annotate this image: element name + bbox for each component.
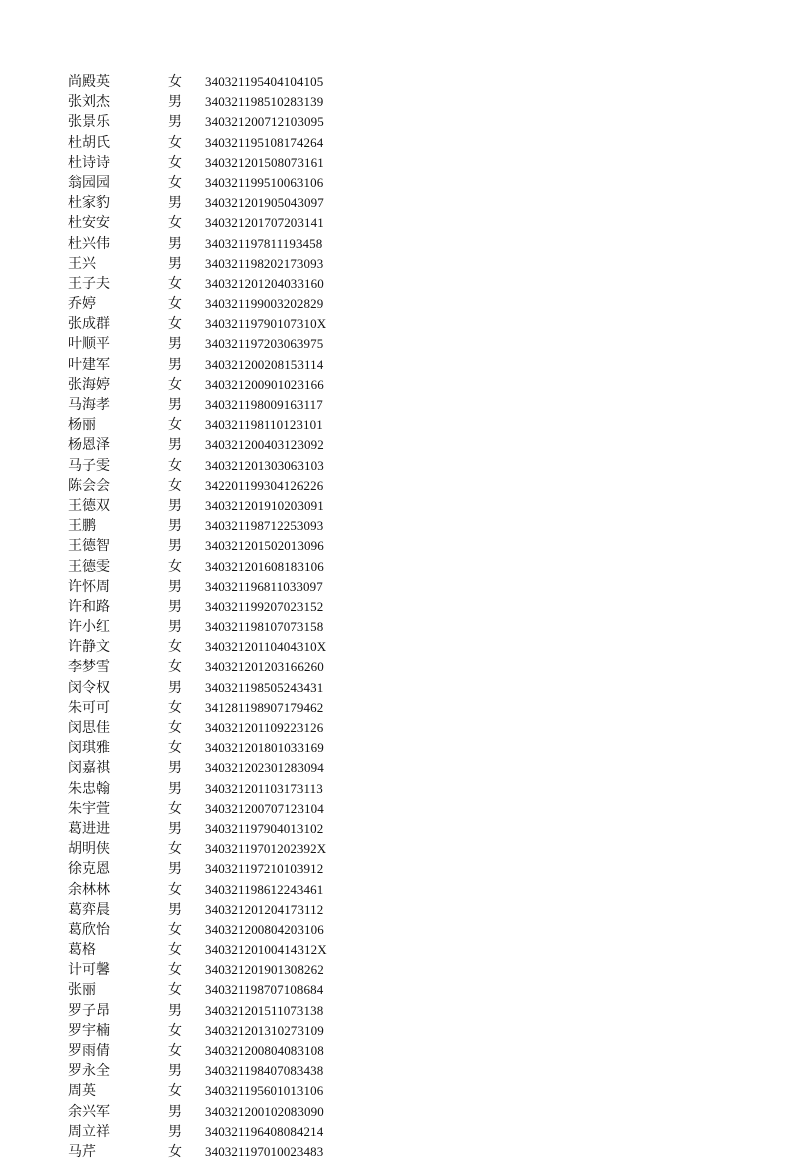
name-cell: 王德双 [68, 497, 110, 514]
name-cell: 朱忠翰 [68, 780, 110, 797]
id-number-cell: 340321198407083438 [205, 1063, 324, 1079]
sex-cell: 女 [168, 720, 182, 736]
id-number-cell: 340321202301283094 [205, 760, 324, 776]
sex-cell: 女 [168, 1022, 182, 1039]
id-number-cell: 340321200804203106 [205, 921, 324, 937]
record-list [0, 72, 793, 1162]
id-number-cell: 340321197010023483 [205, 1143, 324, 1159]
name-cell: 徐克恩 [68, 861, 110, 878]
name-cell: 杜胡氏 [68, 134, 110, 151]
table-row [0, 738, 793, 758]
id-number-cell: 340321201502013096 [205, 538, 324, 554]
id-number-cell: 34032119701202392X [205, 841, 327, 857]
table-row [0, 718, 793, 738]
id-number-cell: 340321201801033169 [205, 740, 324, 756]
table-row [0, 314, 793, 334]
table-row [0, 1081, 793, 1101]
sex-cell: 男 [168, 336, 182, 353]
id-number-cell: 340321201103173113 [205, 780, 323, 796]
id-number-cell: 340321199003202829 [205, 296, 324, 312]
id-number-cell: 340321201204173112 [205, 901, 324, 917]
id-number-cell: 340321198107073158 [205, 619, 324, 635]
sex-cell: 女 [168, 982, 182, 999]
table-row [0, 456, 793, 476]
id-number-cell: 340321197210103912 [205, 861, 324, 877]
table-row [0, 577, 793, 597]
id-number-cell: 340321200102083090 [205, 1103, 324, 1119]
id-number-cell: 340321200804083108 [205, 1043, 324, 1058]
sex-cell: 女 [168, 1043, 182, 1059]
sex-cell: 男 [168, 497, 182, 514]
id-number-cell: 340321201905043097 [205, 195, 324, 211]
id-number-cell: 340321198612243461 [205, 881, 324, 897]
name-cell: 葛欣怡 [68, 921, 110, 938]
id-number-cell: 340321201204033160 [205, 275, 324, 291]
name-cell: 杨恩泽 [68, 437, 110, 454]
name-cell: 张丽 [68, 982, 96, 999]
id-number-cell: 340321196811033097 [205, 578, 323, 594]
name-cell: 许静文 [68, 639, 110, 656]
sex-cell: 女 [168, 881, 182, 898]
sex-cell: 男 [168, 397, 182, 413]
table-row [0, 435, 793, 455]
name-cell: 杜诗诗 [68, 154, 110, 171]
name-cell: 王鹏 [68, 518, 96, 535]
id-number-cell: 340321197811193458 [205, 235, 323, 251]
name-cell: 马芹 [68, 1143, 96, 1160]
id-number-cell: 340321195601013106 [205, 1083, 324, 1099]
table-row [0, 799, 793, 819]
table-row [0, 274, 793, 294]
sex-cell: 女 [168, 134, 182, 151]
name-cell: 胡明侠 [68, 841, 110, 858]
name-cell: 周立祥 [68, 1123, 110, 1140]
name-cell: 葛进进 [68, 820, 110, 837]
sex-cell: 女 [168, 457, 182, 474]
name-cell: 朱可可 [68, 699, 110, 716]
table-row [0, 1122, 793, 1142]
id-number-cell: 340321198505243431 [205, 679, 324, 695]
name-cell: 许小红 [68, 619, 110, 636]
name-cell: 罗子昂 [68, 1002, 110, 1019]
name-cell: 许怀周 [68, 578, 110, 595]
sex-cell: 男 [168, 598, 182, 615]
name-cell: 马子雯 [68, 457, 110, 474]
name-cell: 王德雯 [68, 558, 110, 575]
id-number-cell: 340321201303063103 [205, 457, 324, 473]
sex-cell: 女 [168, 558, 182, 575]
name-cell: 计可馨 [68, 962, 110, 979]
sex-cell: 女 [168, 942, 182, 959]
name-cell: 葛格 [68, 942, 96, 959]
sex-cell: 男 [168, 1002, 182, 1019]
sex-cell: 男 [168, 235, 182, 252]
table-row [0, 334, 793, 354]
table-row [0, 1102, 793, 1122]
name-cell: 葛弈晨 [68, 901, 110, 918]
sex-cell: 男 [168, 518, 182, 535]
table-row [0, 355, 793, 375]
table-row [0, 597, 793, 617]
id-number-cell: 340321201511073138 [205, 1002, 324, 1018]
table-row [0, 476, 793, 496]
sex-cell: 女 [168, 639, 182, 656]
table-row [0, 193, 793, 213]
id-number-cell: 340321199510063106 [205, 174, 324, 190]
id-number-cell: 34032120110404310X [205, 639, 327, 655]
sex-cell: 男 [168, 538, 182, 555]
sex-cell: 女 [168, 174, 182, 191]
sex-cell: 女 [168, 296, 182, 313]
table-row [0, 657, 793, 677]
name-cell: 张刘杰 [68, 94, 110, 111]
name-cell: 余林林 [68, 881, 110, 898]
table-row [0, 516, 793, 536]
id-number-cell: 340321201901308262 [205, 962, 324, 978]
sex-cell: 男 [168, 578, 182, 595]
name-cell: 杨丽 [68, 417, 96, 434]
table-row [0, 173, 793, 193]
sex-cell: 女 [168, 417, 182, 434]
id-number-cell: 340321200901023166 [205, 376, 324, 392]
table-row [0, 213, 793, 233]
id-number-cell: 340321199207023152 [205, 598, 324, 614]
id-number-cell: 340321198009163117 [205, 397, 323, 412]
table-row [0, 536, 793, 556]
table-row [0, 254, 793, 274]
name-cell: 李梦雪 [68, 659, 110, 676]
id-number-cell: 340321201109223126 [205, 720, 324, 735]
sex-cell: 男 [168, 901, 182, 918]
name-cell: 周英 [68, 1083, 96, 1100]
sex-cell: 男 [168, 780, 182, 797]
table-row [0, 880, 793, 900]
sex-cell: 女 [168, 921, 182, 938]
id-number-cell: 340321195108174264 [205, 134, 324, 150]
id-number-cell: 340321196408084214 [205, 1123, 324, 1139]
id-number-cell: 340321198707108684 [205, 982, 324, 998]
name-cell: 陈会会 [68, 477, 110, 494]
sex-cell: 男 [168, 356, 182, 373]
sex-cell: 男 [168, 861, 182, 878]
id-number-cell: 340321201910203091 [205, 497, 324, 513]
name-cell: 叶建军 [68, 356, 110, 373]
table-row [0, 1061, 793, 1081]
sex-cell: 男 [168, 255, 182, 272]
table-row [0, 496, 793, 516]
table-row [0, 819, 793, 839]
table-row [0, 678, 793, 698]
table-row [0, 133, 793, 153]
id-number-cell: 34032120100414312X [205, 942, 327, 958]
table-row [0, 234, 793, 254]
table-row [0, 395, 793, 415]
name-cell: 闵嘉祺 [68, 760, 110, 777]
table-row [0, 1021, 793, 1041]
table-row [0, 920, 793, 940]
sex-cell: 女 [168, 962, 182, 979]
table-row [0, 92, 793, 112]
sex-cell: 女 [168, 659, 182, 676]
name-cell: 闵琪雅 [68, 740, 110, 757]
sex-cell: 女 [168, 699, 182, 716]
name-cell: 张成群 [68, 316, 110, 333]
name-cell: 罗宇楠 [68, 1022, 110, 1039]
sex-cell: 男 [168, 195, 182, 212]
name-cell: 杜安安 [68, 215, 110, 232]
sex-cell: 男 [168, 760, 182, 777]
table-row [0, 839, 793, 859]
id-number-cell: 340321198510283139 [205, 94, 324, 110]
table-row [0, 375, 793, 395]
name-cell: 王兴 [68, 255, 96, 272]
sex-cell: 男 [168, 437, 182, 454]
id-number-cell: 340321198712253093 [205, 518, 324, 534]
table-row [0, 859, 793, 879]
name-cell: 杜家豹 [68, 195, 110, 212]
id-number-cell: 340321201508073161 [205, 154, 324, 170]
name-cell: 翁园园 [68, 174, 110, 191]
id-number-cell: 340321201608183106 [205, 558, 324, 574]
name-cell: 余兴军 [68, 1103, 110, 1120]
sex-cell: 女 [168, 154, 182, 171]
sex-cell: 男 [168, 820, 182, 837]
sex-cell: 女 [168, 1143, 182, 1160]
table-row [0, 637, 793, 657]
name-cell: 罗雨倩 [68, 1043, 110, 1059]
id-number-cell: 340321201310273109 [205, 1022, 324, 1038]
name-cell: 罗永全 [68, 1063, 110, 1080]
table-row [0, 758, 793, 778]
name-cell: 王德智 [68, 538, 110, 555]
name-cell: 尚殿英 [68, 74, 110, 90]
table-row [0, 960, 793, 980]
sex-cell: 女 [168, 1083, 182, 1100]
id-number-cell: 341281198907179462 [205, 699, 324, 715]
id-number-cell: 340321198202173093 [205, 255, 324, 271]
name-cell: 朱宇萱 [68, 800, 110, 817]
sex-cell: 女 [168, 800, 182, 817]
id-number-cell: 340321197203063975 [205, 336, 324, 352]
id-number-cell: 340321201203166260 [205, 659, 324, 675]
table-row [0, 980, 793, 1000]
table-row [0, 1001, 793, 1021]
table-row [0, 557, 793, 577]
id-number-cell: 340321195404104105 [205, 74, 324, 89]
table-row [0, 779, 793, 799]
name-cell: 乔婷 [68, 296, 96, 313]
table-row [0, 294, 793, 314]
sex-cell: 女 [168, 841, 182, 858]
table-row [0, 112, 793, 132]
id-number-cell: 340321197904013102 [205, 820, 324, 836]
table-row [0, 1142, 793, 1162]
sex-cell: 女 [168, 275, 182, 292]
name-cell: 杜兴伟 [68, 235, 110, 252]
sex-cell: 男 [168, 679, 182, 696]
table-row [0, 153, 793, 173]
id-number-cell: 340321198110123101 [205, 417, 323, 433]
sex-cell: 女 [168, 740, 182, 757]
name-cell: 闵令权 [68, 679, 110, 696]
id-number-cell: 340321200403123092 [205, 437, 324, 453]
sex-cell: 女 [168, 74, 182, 90]
sex-cell: 男 [168, 1063, 182, 1080]
id-number-cell: 340321200707123104 [205, 800, 324, 816]
sex-cell: 男 [168, 619, 182, 636]
name-cell: 张海婷 [68, 376, 110, 393]
sex-cell: 女 [168, 316, 182, 333]
sex-cell: 女 [168, 376, 182, 393]
table-row [0, 940, 793, 960]
id-number-cell: 342201199304126226 [205, 477, 324, 493]
sex-cell: 男 [168, 114, 182, 131]
id-number-cell: 340321200208153114 [205, 356, 324, 372]
table-row [0, 617, 793, 637]
name-cell: 王子夫 [68, 275, 110, 292]
name-cell: 马海孝 [68, 397, 110, 413]
sex-cell: 女 [168, 477, 182, 494]
sex-cell: 男 [168, 1103, 182, 1120]
id-number-cell: 34032119790107310X [205, 316, 327, 332]
id-number-cell: 340321201707203141 [205, 215, 324, 231]
table-row [0, 1041, 793, 1061]
name-cell: 闵思佳 [68, 720, 110, 736]
name-cell: 叶顺平 [68, 336, 110, 353]
name-cell: 许和路 [68, 598, 110, 615]
table-row [0, 415, 793, 435]
sex-cell: 男 [168, 94, 182, 111]
table-row [0, 698, 793, 718]
name-cell: 张景乐 [68, 114, 110, 131]
table-row [0, 72, 793, 92]
id-number-cell: 340321200712103095 [205, 114, 324, 130]
sex-cell: 男 [168, 1123, 182, 1140]
table-row [0, 900, 793, 920]
sex-cell: 女 [168, 215, 182, 232]
